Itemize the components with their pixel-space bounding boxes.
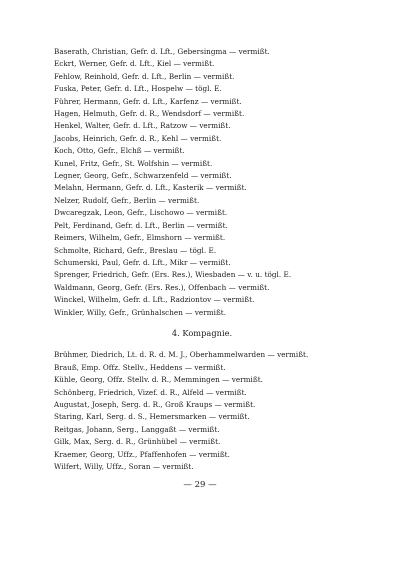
list-entry: Fehlow, Reinhold, Gefr. d. Lft., Berlin — vermißt. xyxy=(54,71,235,81)
list-entry: Kraemer, Georg, Uffz., Pfaffenhofen — vermißt. xyxy=(54,449,230,459)
company-heading: 4. Kompagnie. xyxy=(171,327,233,338)
list-entry: Reitgas, Johann, Serg., Langgaßt — vermißt. xyxy=(54,424,220,434)
list-entry: Schumerski, Paul, Gefr. d. Lft., Mikr — vermißt. xyxy=(54,257,231,267)
list-entry: Schmolte, Richard, Gefr., Breslau — tögl. E. xyxy=(54,245,217,255)
page-number: — 29 — xyxy=(183,480,217,490)
list-entry: Augustat, Joseph, Serg. d. R., Groß Kraups — vermißt. xyxy=(54,399,256,409)
entries-top-list xyxy=(54,46,350,319)
list-entry: Legner, Georg, Gefr., Schwarzenfeld — vermißt. xyxy=(54,171,232,181)
list-entry: Sprenger, Friedrich, Gefr. (Ers. Res.), Wiesbaden — v. u. tögl. E. xyxy=(54,270,292,280)
casualty-list xyxy=(54,46,350,473)
list-entry: Winckel, Wilhelm, Gefr. d. Lft., Radziontov — vermißt. xyxy=(54,295,255,305)
list-entry: Brauß, Emp. Offz. Stellv., Heddens — vermißt. xyxy=(54,362,226,372)
entries-bottom-list xyxy=(54,349,350,473)
list-entry: Waldmann, Georg, Gefr. (Ers. Res.), Offenbach — vermißt. xyxy=(54,282,270,292)
list-entry: Führer, Hermann, Gefr. d. Lft., Karfenz — vermißt. xyxy=(54,96,242,106)
list-entry: Gilk, Max, Serg. d. R., Grünhübel — vermißt. xyxy=(54,437,221,447)
list-entry: Nelzer, Rudolf, Gefr., Berlin — vermißt. xyxy=(54,195,200,205)
list-entry: Brühmer, Diedrich, Lt. d. R. d. M. J., Oberhammelwarden — vermißt. xyxy=(54,350,309,360)
list-entry: Melahn, Hermann, Gefr. d. Lft., Kasterik — vermißt. xyxy=(54,183,247,193)
list-entry: Reimers, Wilhelm, Gefr., Elmshorn — vermißt. xyxy=(54,233,226,243)
list-entry: Staring, Karl, Serg. d. S., Hemersmarken — vermißt. xyxy=(54,412,250,422)
list-entry: Koch, Otto, Gefr., Elchß — vermißt. xyxy=(54,146,185,156)
list-entry: Eckrt, Werner, Gefr. d. Lft., Kiel — vermißt. xyxy=(54,59,215,69)
list-entry: Schönberg, Friedrich, Vizef. d. R., Alfeld — vermißt. xyxy=(54,387,247,397)
list-entry: Wilfert, Willy, Uffz., Soran — vermißt. xyxy=(54,462,194,471)
list-entry: Winkler, Willy, Gefr., Grünhalschen — vermißt. xyxy=(54,307,227,317)
list-entry: Dwcaregzak, Leon, Gefr., Lischowo — vermißt. xyxy=(54,208,228,218)
list-entry: Jacobs, Heinrich, Gefr. d. R., Kehl — vermißt. xyxy=(54,133,222,143)
list-entry: Baserath, Christian, Gefr. d. Lft., Gebersingma — vermißt. xyxy=(54,47,270,56)
list-entry: Kühle, Georg, Offz. Stellv. d. R., Memmingen — vermißt. xyxy=(54,375,263,385)
list-entry: Henkel, Walter, Gefr. d. Lft., Ratzow — vermißt. xyxy=(54,121,231,131)
list-entry: Kunel, Fritz, Gefr., St. Wolfshin — vermißt. xyxy=(54,158,213,168)
list-entry: Hagen, Helmuth, Gefr. d. R., Wendsdorf — vermißt. xyxy=(54,109,245,119)
list-entry: Fuska, Peter, Gefr. d. Lft., Hospelw — tögl. E. xyxy=(54,84,222,94)
list-entry: Pelt, Ferdinand, Gefr. d. Lft., Berlin — vermißt. xyxy=(54,220,228,230)
